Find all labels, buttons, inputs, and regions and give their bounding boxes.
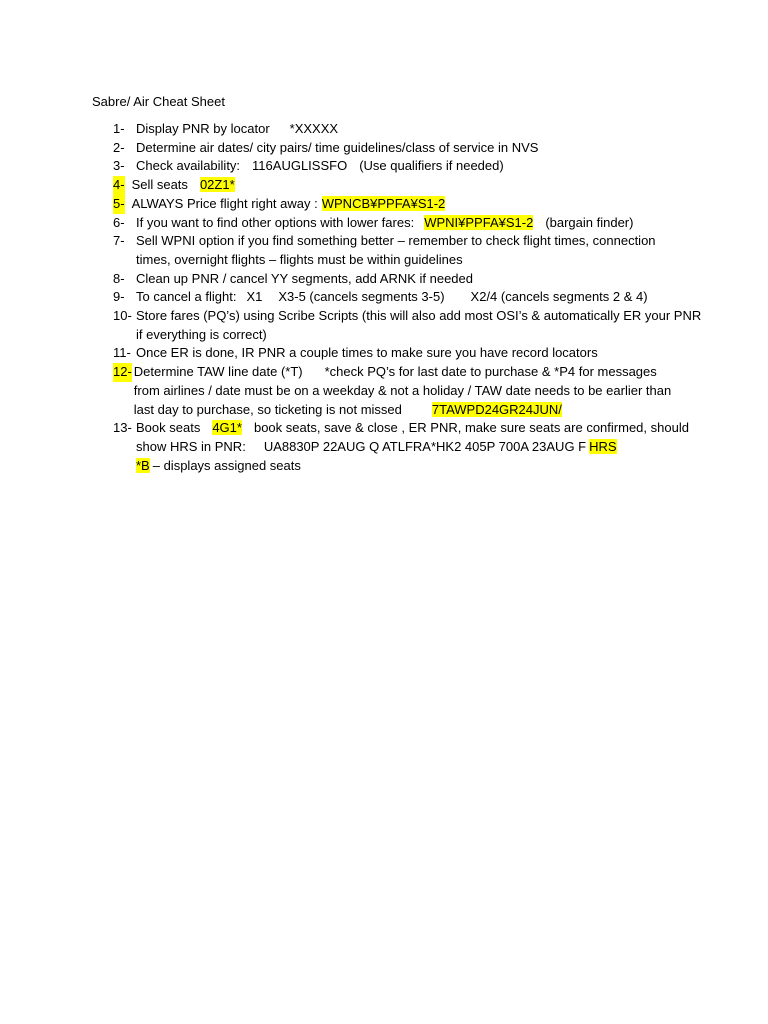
item-body <box>136 307 701 344</box>
item-line: Sell WPNI option if you find something better – remember to check flight times, connection <box>136 233 656 249</box>
highlighted-command: 7TAWPD24GR24JUN/ <box>431 401 562 417</box>
item-line <box>136 419 693 438</box>
item-line: Store fares (PQ’s) using Scribe Scripts (this will also add most OSI’s & automatically ER your PNR <box>136 308 702 324</box>
list-item <box>113 363 693 419</box>
item-number: 7- <box>113 233 125 249</box>
item-line: times, overnight flights – flights must be within guidelines <box>136 251 463 267</box>
list-item <box>113 195 693 214</box>
list-item <box>113 139 693 158</box>
item-body <box>136 270 693 289</box>
list-item <box>113 120 693 139</box>
item-body <box>136 120 693 139</box>
list-item <box>113 288 693 307</box>
item-number: 3- <box>113 158 125 174</box>
item-line <box>136 157 693 176</box>
item-line <box>134 401 693 420</box>
item-text: To cancel a flight: <box>136 289 237 305</box>
item-line: Once ER is done, IR PNR a couple times to make sure you have record locators <box>136 345 598 361</box>
item-number: 6- <box>113 214 125 230</box>
item-line <box>136 288 693 307</box>
list-item <box>113 176 693 195</box>
item-body <box>136 214 693 233</box>
item-line <box>132 195 693 214</box>
item-text: ALWAYS Price flight right away : <box>131 195 318 211</box>
item-number: 8- <box>113 270 125 286</box>
item-line: Clean up PNR / cancel YY segments, add ARNK if needed <box>136 270 473 286</box>
item-text: Display PNR by locator <box>136 121 270 136</box>
item-body <box>136 139 693 158</box>
item-number-highlighted: 12- <box>113 363 132 382</box>
highlighted-command: *B <box>136 457 150 473</box>
item-line <box>136 120 693 139</box>
item-text: If you want to find other options with lower fares: <box>136 214 415 230</box>
item-text: book seats, save & close , ER PNR, make sure seats are confirmed, should <box>253 420 689 436</box>
numbered-list <box>113 120 702 475</box>
command-text: X3-5 (cancels segments 3-5) <box>278 289 445 305</box>
item-body <box>136 344 693 363</box>
command-text: 116AUGLISSFO <box>252 158 348 174</box>
item-line: from airlines / date must be on a weekday & not a holiday / TAW date needs to be earlier than <box>133 382 672 398</box>
item-number: 9- <box>113 289 125 305</box>
item-number-highlighted: 4- <box>113 176 125 195</box>
command-text: UA8830P 22AUG Q ATLFRA*HK2 405P 700A 23AUG F <box>263 438 587 454</box>
list-item <box>113 307 702 344</box>
highlighted-command: HRS <box>589 438 617 454</box>
item-note: *check PQ’s for last date to purchase & *P4 for messages <box>324 364 657 380</box>
list-item <box>113 419 693 475</box>
item-note: (Use qualifiers if needed) <box>359 158 504 174</box>
item-text: Sell seats <box>131 177 188 193</box>
item-line: if everything is correct) <box>136 326 267 342</box>
list-item <box>113 232 693 269</box>
item-line <box>136 457 693 476</box>
command-text: *XXXXX <box>289 121 339 136</box>
document-title: Sabre/ Air Cheat Sheet <box>92 94 225 109</box>
item-body <box>136 232 693 269</box>
highlighted-command: WPNI¥PPFA¥S1-2 <box>424 214 534 230</box>
item-body <box>134 363 693 419</box>
highlighted-command: 02Z1* <box>199 177 235 193</box>
command-text: X1 <box>246 289 263 305</box>
command-text: X2/4 (cancels segments 2 & 4) <box>470 289 648 305</box>
item-line <box>134 363 693 382</box>
item-number: 2- <box>113 139 125 155</box>
item-number-highlighted: 5- <box>113 195 125 214</box>
item-number: 10- <box>113 308 132 324</box>
item-line: Determine air dates/ city pairs/ time guidelines/class of service in NVS <box>136 139 539 155</box>
list-item <box>113 344 693 363</box>
highlighted-command: 4G1* <box>212 420 242 436</box>
item-body <box>136 419 693 475</box>
item-text: last day to purchase, so ticketing is not missed <box>133 401 402 417</box>
item-line <box>132 176 693 195</box>
item-body <box>136 288 693 307</box>
item-line <box>136 214 693 233</box>
item-number: 11- <box>113 345 131 361</box>
item-text: – displays assigned seats <box>152 457 301 473</box>
highlighted-command: WPNCB¥PPFA¥S1-2 <box>321 195 446 211</box>
item-number: 13- <box>113 420 132 436</box>
item-text: Book seats <box>136 420 201 436</box>
item-text: show HRS in PNR: <box>136 438 246 454</box>
item-text: Determine TAW line date (*T) <box>133 364 303 380</box>
item-body <box>132 195 693 214</box>
list-item <box>113 214 693 233</box>
item-body <box>136 157 693 176</box>
list-item <box>113 270 693 289</box>
item-note: (bargain finder) <box>545 214 634 230</box>
item-line <box>136 438 693 457</box>
item-text: Check availability: <box>136 158 241 174</box>
list-item <box>113 157 693 176</box>
item-body <box>132 176 693 195</box>
item-number: 1- <box>113 121 125 136</box>
